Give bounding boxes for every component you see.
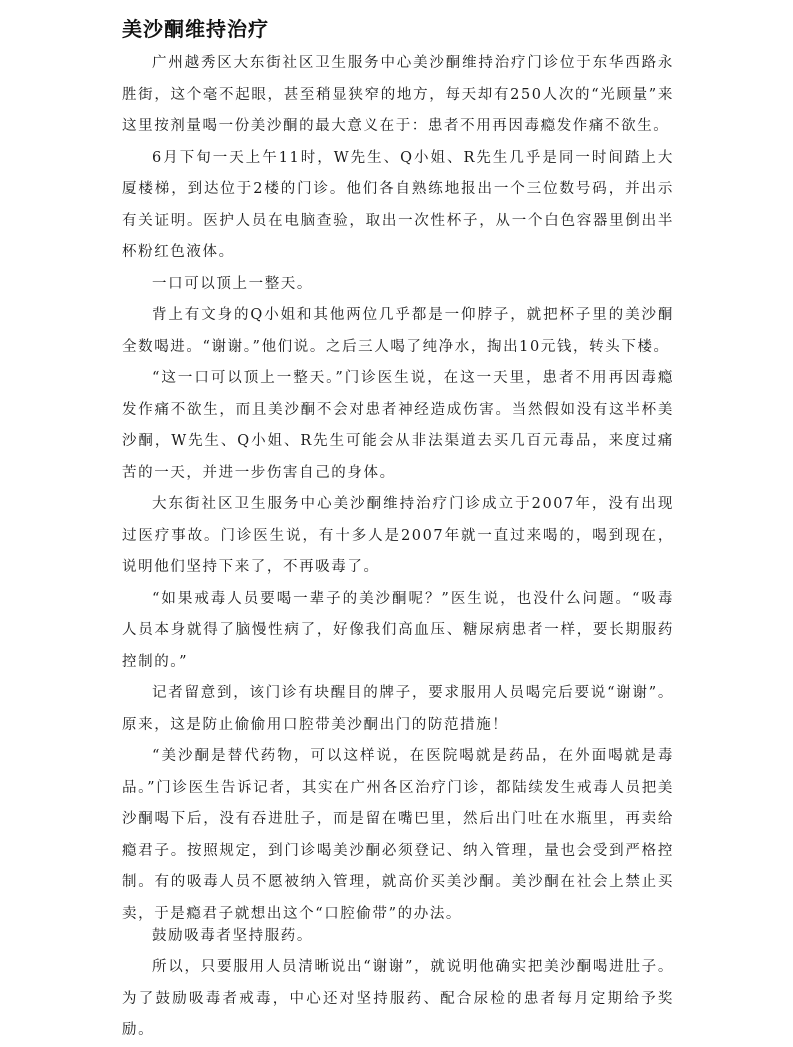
paragraph-visit: 6月下旬一天上午11时，W先生、Q小姐、R先生几乎是同一时间踏上大厦楼梯，到达位于2楼的门诊。他们各自熟练地报出一个三位数号码，并出示有关证明。医护人员在电脑查验，取出一次性杯子，从一个白色容器里倒出半杯粉红色液体。	[122, 149, 674, 260]
paragraph-lifelong: “如果戒毒人员要喝一辈子的美沙酮呢？”医生说，也没什么问题。“吸毒人员本身就得了脑慢性病了，好像我们高血压、糖尿病患者一样，要长期服药控制的。”	[122, 590, 674, 670]
paragraph-subheading-encourage: 鼓励吸毒者坚持服药。	[152, 928, 313, 944]
paragraph-drink: 背上有文身的Q小姐和其他两位几乎都是一仰脖子，就把杯子里的美沙酮全数喝进。“谢谢。”他们说。之后三人喝了纯净水，掏出10元钱，转头下楼。	[122, 307, 674, 355]
paragraph-reward: 所以，只要服用人员清晰说出“谢谢”，就说明他确实把美沙酮喝进肚子。为了鼓励吸毒者戒毒，中心还对坚持服药、配合尿检的患者每月定期给予奖励。	[122, 959, 674, 1038]
paragraph-thank-you-sign: 记者留意到，该门诊有块醒目的牌子，要求服用人员喝完后要说“谢谢”。原来，这是防止偷偷用口腔带美沙酮出门的防范措施！	[122, 685, 674, 733]
paragraph-doctor-quote: “这一口可以顶上一整天。”门诊医生说，在这一天里，患者不用再因毒瘾发作痛不欲生，而且美沙酮不会对患者神经造成伤害。当然假如没有这半杯美沙酮，W先生、Q小姐、R先生可能会从非法渠道去买几百元毒品，来度过痛苦的一天，并进一步伤害自己的身体。	[122, 370, 674, 481]
paragraph-subheading-one-sip: 一口可以顶上一整天。	[152, 275, 313, 292]
paragraph-intro: 广州越秀区大东街社区卫生服务中心美沙酮维持治疗门诊位于东华西路永胜街，这个毫不起眼，甚至稍显狭窄的地方，每天却有250人次的“光顾量”来这里按剂量喝一份美沙酮的最大意义在于：患者不用再因毒瘾发作痛不欲生。	[122, 55, 674, 134]
paragraph-history: 大东街社区卫生服务中心美沙酮维持治疗门诊成立于2007年，没有出现过医疗事故。门诊医生说，有十多人是2007年就一直过来喝的，喝到现在，说明他们坚持下来了，不再吸毒了。	[122, 496, 674, 575]
paragraph-substitute-drug: “美沙酮是替代药物，可以这样说，在医院喝就是药品，在外面喝就是毒品。”门诊医生告诉记者，其实在广州各区治疗门诊，都陆续发生戒毒人员把美沙酮喝下后，没有吞进肚子，而是留在嘴巴里，然后出门吐在水瓶里，再卖给瘾君子。按照规定，到门诊喝美沙酮必须登记、纳入管理，量也会受到严格控制。有的吸毒人员不愿被纳入管理，就高价买美沙酮。美沙酮在社会上禁止买卖，于是瘾君子就想出这个“口腔偷带”的办法。	[122, 748, 674, 922]
document-title: 美沙酮维持治疗	[122, 17, 269, 41]
document-page	[122, 14, 674, 1047]
